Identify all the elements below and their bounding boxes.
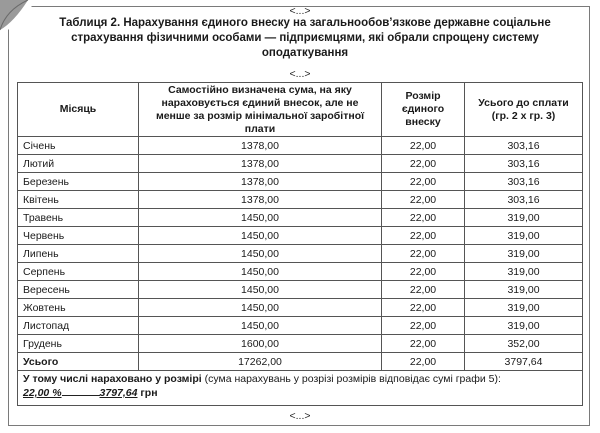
- table-row: [18, 227, 583, 245]
- rate-cell: 22,00: [382, 173, 465, 191]
- base-amount-cell: 1378,00: [139, 173, 382, 191]
- table-header-row: [18, 83, 583, 137]
- header-rate: Розмір єдиного внеску: [382, 83, 465, 137]
- rate-cell: 22,00: [382, 227, 465, 245]
- total-row: [18, 353, 583, 371]
- table-row: [18, 209, 583, 227]
- note-rate: 22,00 %: [23, 387, 62, 399]
- base-amount-cell: 1450,00: [139, 245, 382, 263]
- note-text: (сума нарахувань у розрізі розмірів відповідає сумі графи 5):: [201, 373, 501, 385]
- header-total-due: Усього до сплати (гр. 2 х гр. 3): [465, 83, 583, 137]
- total-due-cell: 319,00: [465, 245, 583, 263]
- total-month-cell: Усього: [18, 353, 139, 371]
- note-amount: 3797,64: [99, 387, 138, 399]
- rate-cell: 22,00: [382, 299, 465, 317]
- rate-cell: 22,00: [382, 137, 465, 155]
- rate-cell: 22,00: [382, 191, 465, 209]
- total-due-cell: 319,00: [465, 299, 583, 317]
- total-due-cell: 319,00: [465, 209, 583, 227]
- base-amount-cell: 1378,00: [139, 137, 382, 155]
- rate-cell: 22,00: [382, 155, 465, 173]
- note-blank-line: [62, 386, 100, 396]
- month-cell: Квітень: [18, 191, 139, 209]
- month-cell: Червень: [18, 227, 139, 245]
- bottom-marker: <...>: [289, 410, 311, 422]
- total-due-cell: 303,16: [465, 191, 583, 209]
- table-row: [18, 317, 583, 335]
- month-cell: Жовтень: [18, 299, 139, 317]
- note-lead: У тому числі нараховано у розмірі: [23, 373, 202, 385]
- table-row: [18, 281, 583, 299]
- total-due-cell: 303,16: [465, 173, 583, 191]
- rate-cell: 22,00: [382, 281, 465, 299]
- table-row: [18, 137, 583, 155]
- note-row: [18, 371, 583, 406]
- total-total-due-cell: 3797,64: [465, 353, 583, 371]
- rate-cell: 22,00: [382, 245, 465, 263]
- table-row: [18, 335, 583, 353]
- table-row: [18, 299, 583, 317]
- table-row: [18, 191, 583, 209]
- base-amount-cell: 1450,00: [139, 209, 382, 227]
- month-cell: Вересень: [18, 281, 139, 299]
- table-row: [18, 155, 583, 173]
- month-cell: Грудень: [18, 335, 139, 353]
- header-base-amount: Самостійно визначена сума, на яку нараховується єдиний внесок, але не менше за розмір мінімальної заробітної плати: [139, 83, 382, 137]
- total-base-amount-cell: 17262,00: [139, 353, 382, 371]
- total-due-cell: 303,16: [465, 155, 583, 173]
- base-amount-cell: 1450,00: [139, 299, 382, 317]
- note-cell: [18, 371, 583, 406]
- rate-cell: 22,00: [382, 209, 465, 227]
- table-row: [18, 173, 583, 191]
- table-row: [18, 245, 583, 263]
- month-cell: Січень: [18, 137, 139, 155]
- note-currency: грн: [140, 387, 158, 399]
- total-due-cell: 352,00: [465, 335, 583, 353]
- mid-marker: <...>: [289, 68, 311, 80]
- total-due-cell: 319,00: [465, 227, 583, 245]
- month-cell: Лютий: [18, 155, 139, 173]
- table-title: Таблиця 2. Нарахування єдиного внеску на загальнообов’язкове державне соціальне страхування фізичними особами — підприємцями, які обрали спрощену систему оподаткування: [59, 17, 551, 59]
- header-month: Місяць: [18, 83, 139, 137]
- total-due-cell: 319,00: [465, 263, 583, 281]
- month-cell: Липень: [18, 245, 139, 263]
- month-cell: Серпень: [18, 263, 139, 281]
- total-due-cell: 303,16: [465, 137, 583, 155]
- base-amount-cell: 1450,00: [139, 227, 382, 245]
- month-cell: Листопад: [18, 317, 139, 335]
- base-amount-cell: 1378,00: [139, 155, 382, 173]
- rate-cell: 22,00: [382, 317, 465, 335]
- base-amount-cell: 1450,00: [139, 263, 382, 281]
- month-cell: Травень: [18, 209, 139, 227]
- rate-cell: 22,00: [382, 263, 465, 281]
- total-due-cell: 319,00: [465, 281, 583, 299]
- table-row: [18, 263, 583, 281]
- total-due-cell: 319,00: [465, 317, 583, 335]
- month-cell: Березень: [18, 173, 139, 191]
- total-rate-cell: 22,00: [382, 353, 465, 371]
- contribution-table: [17, 82, 583, 406]
- base-amount-cell: 1450,00: [139, 317, 382, 335]
- rate-cell: 22,00: [382, 335, 465, 353]
- top-marker: <...>: [289, 5, 311, 17]
- base-amount-cell: 1378,00: [139, 191, 382, 209]
- base-amount-cell: 1600,00: [139, 335, 382, 353]
- base-amount-cell: 1450,00: [139, 281, 382, 299]
